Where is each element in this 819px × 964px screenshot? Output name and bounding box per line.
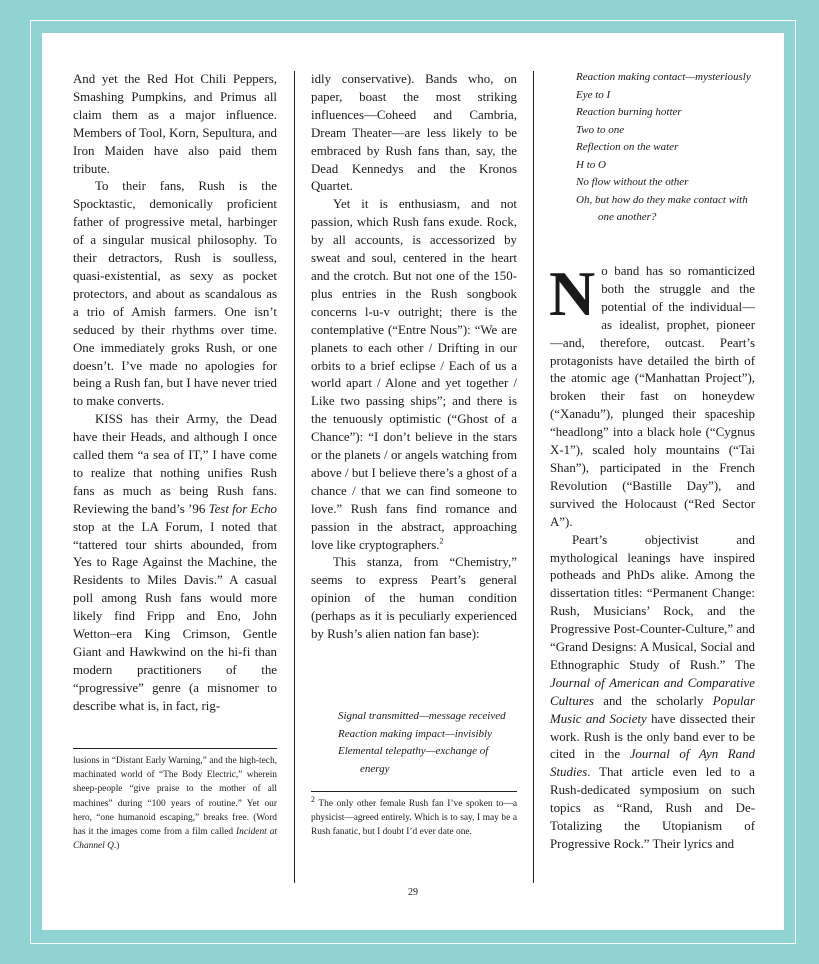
column-divider	[533, 71, 534, 883]
page-number: 29	[408, 887, 418, 898]
lyric-line: Signal transmitted—message received	[338, 710, 506, 722]
paragraph: KISS has their Army, the Dead have their Heads, and although I once called them “a sea of IT,” I have come to realize that nothing unifies Rush fans as much as being Rush fans. Reviewing the band’s ’96 Test for Echo stop at the LA Forum, I noted that “tattered tour shirts abounded, from Yes to Rage Against the Machine, the Residents to Miles Davis.” A casual poll among Rush fans would more likely find Fripp and Eno, John Wetton–era King Crimson, Gentle Giant and Hawkwind on the hi-fi than modern practitioners of the “progressive” genre (a misnomer to describe what is, in fact, rig-	[73, 412, 278, 713]
footnote: $^2$ The only other female Rush fan I’ve spoken to—a physicist—agreed entirely. Which is to say, I may be a Rush fanatic, but I doubt I’d ever date one.	[311, 791, 517, 840]
footnote-rule	[311, 791, 517, 792]
paragraph: No band has so romanticized both the struggle and the potential of the individual—as idealist, prophet, pioneer—and, therefore, outcast. Peart’s protagonists have detailed the birth of the atomic age (“Manhattan Project”), broken their fast on honeydew (“Xanadu”), plunged their spaceship “headlong” into a black hole (“Cygnus X-1”), scaled holy mountains (“Tai Shan”), participated in the French Revolution (“Bastille Day”), and survived the Holocaust (“Red Sector A”).	[549, 258, 755, 529]
paragraph: This stanza, from “Chemistry,” seems to express Peart’s general opinion of the human condition (perhaps as it is peculiarly experienced by Rush’s alien nation fan base):	[311, 555, 517, 642]
lyric-line: Reaction burning hotter	[576, 106, 682, 118]
album-title: Test for Echo	[208, 501, 278, 516]
footnote-marker: 2	[439, 536, 444, 546]
journal-title: Journal of American and Comparative Cultures	[550, 675, 755, 708]
journal-title: Journal of Ayn Rand Studies	[550, 747, 755, 780]
column-right	[549, 258, 755, 854]
lyric-line: No flow without the other	[576, 176, 689, 188]
film-title: Incident at Channel Q	[73, 827, 277, 852]
lyric-excerpt	[338, 708, 518, 778]
lyric-line: Reflection on the water	[576, 141, 679, 153]
paragraph: To their fans, Rush is the Spocktastic, demonically proficient father of progressive metal, harbinger of a singular musical philosophy. To their detractors, Rush is soulless, quasi-existential, as sexy as pocket protectors, and about as scandalous as a trio of Amish farmers. One isn’t seduced by their rhythms over time. One immediately groks Rush, or one doesn’t. I’ve made no apologies for being a Rush fan, but I have never tried to make converts.	[73, 179, 277, 409]
lyric-line: Two to one	[576, 123, 625, 136]
footnote-continued: lusions in “Distant Early Warning,” and the high-tech, machinated world of “The Body Electric,” wherein sheep-people “give praise to the mother of all machines” during “100 years of routine.” Yet our hero, “one humanoid escaping,” breaks free. (Word has it the images come from a film called Incident at Channel Q.)	[73, 748, 277, 853]
lyric-line: Eye to I	[576, 88, 611, 101]
drop-cap: N	[549, 258, 596, 329]
lyric-line: Reaction making impact—invisibly	[338, 727, 492, 740]
column-left	[73, 71, 277, 716]
book-page	[42, 33, 784, 930]
lyric-line: Elemental telepathy—exchange of energy	[338, 745, 489, 775]
lyric-line: H to O	[576, 158, 606, 171]
column-middle	[311, 71, 517, 644]
paragraph: And yet the Red Hot Chili Peppers, Smashing Pumpkins, and Primus all claim them as a major influence. Members of Tool, Korn, Sepultura, and Iron Maiden have also paid them tribute.	[73, 72, 277, 176]
lyric-line: Oh, but how do they make contact with one another?	[576, 193, 748, 223]
journal-title: Popular Music and Society	[550, 693, 755, 726]
paragraph: Yet it is enthusiasm, and not passion, which Rush fans exude. Rock, by all accounts, is accessorized by sweat and soul, centered in the heart and the crotch. But not one of the 150-plus entries in the Rush songbook concerns l-u-v outright; there is the contemplative (“Entre Nous”): “We are planets to each other / Drifting in our orbits to a brief eclipse / Each of us a world apart / Alone and yet together / Like two passing ships”; and there is the tenuously optimistic (“Ghost of a Chance”): “I don’t believe in the stars or the planets / or angels watching from above / but I believe there’s a ghost of a chance / that we can find someone to love.” Rush fans find romance and passion in the abstract, approaching love like cryptographers.$^2$	[311, 197, 517, 552]
footnote-number: 2	[311, 794, 315, 804]
footnote-rule	[73, 748, 277, 749]
paragraph: idly conservative). Bands who, on paper, boast the most striking influences—Coheed and Cambria, Dream Theater—are less likely to be embraced by Rush fans than, say, the Dead Kennedys and the Kronos Quartet.	[311, 72, 517, 194]
lyric-line: Reaction making contact—mysteriously	[576, 71, 751, 83]
lyric-excerpt	[576, 69, 756, 227]
column-divider	[294, 71, 295, 883]
paragraph: Peart’s objectivist and mythological leanings have inspired potheads and PhDs alike. Among the dissertation titles: “Permanent Change: Rush, Musicians’ Rock, and the Progressive Post-Counter-Culture,” and “Grand Designs: A Musical, Social and Ethnographic Study of Rush.” The Journal of American and Comparative Cultures and the scholarly Popular Music and Society have dissected their work. Rush is the only band ever to be cited in the Journal of Ayn Rand Studies. That article even led to a Rush-dedicated symposium on such topics as “Rand, Rush and De-Totalizing the Utopianism of Progressive Rock.” Their lyrics and	[550, 532, 755, 851]
